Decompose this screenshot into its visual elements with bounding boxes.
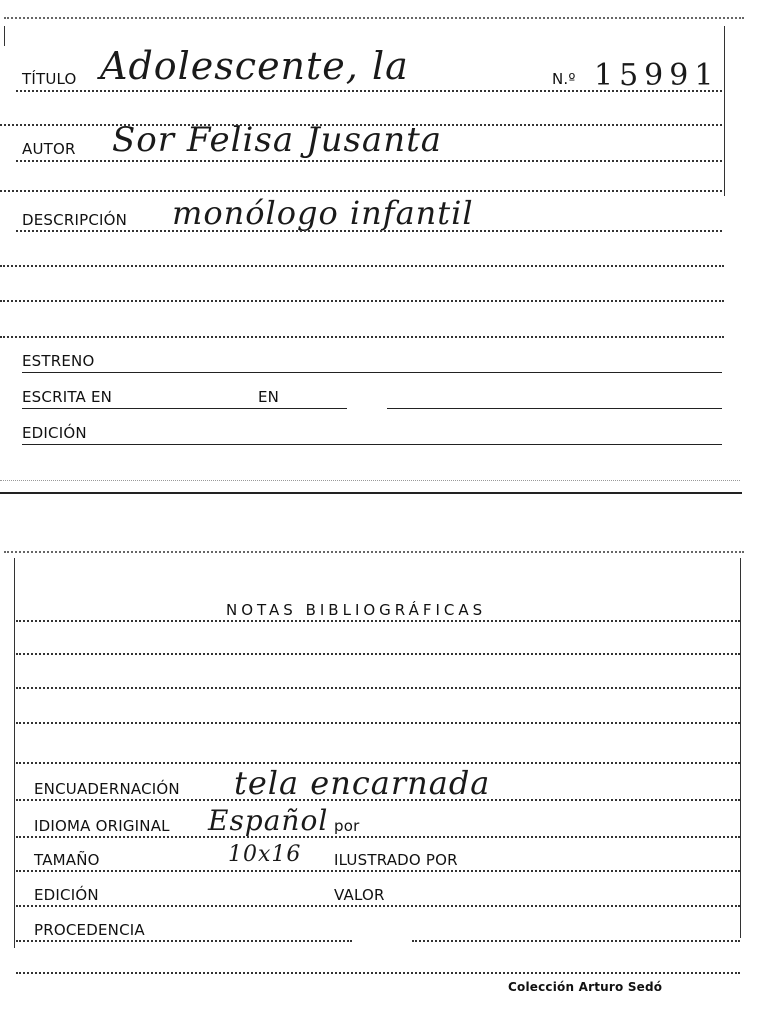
notas-line (16, 620, 740, 622)
encuadernacion-value: tela encarnada (234, 764, 491, 802)
blank-line (0, 265, 724, 267)
titulo-label: TÍTULO (22, 70, 77, 88)
numero-value: 15991 (594, 58, 720, 93)
en-line (387, 408, 722, 409)
edicion-line (22, 444, 722, 445)
idioma-label: IDIOMA ORIGINAL (34, 817, 170, 835)
autor-line (16, 160, 722, 162)
tamano-line (16, 870, 740, 872)
card-bottom-edge (0, 492, 742, 494)
blank-line (16, 653, 740, 655)
titulo-line (16, 90, 722, 92)
descripcion-value: monólogo infantil (172, 194, 474, 232)
encuadernacion-line (16, 799, 740, 801)
edicion-label: EDICIÓN (22, 424, 87, 442)
en-label: EN (258, 388, 280, 406)
card-right-edge (724, 26, 725, 196)
procedencia-line (16, 940, 352, 942)
descripcion-line (16, 230, 722, 232)
blank-line (0, 336, 724, 338)
edicion-line-bottom (16, 905, 740, 907)
idioma-value: Español (208, 804, 329, 837)
edicion-label-bottom: EDICIÓN (34, 886, 99, 904)
separator-line (0, 190, 722, 192)
tamano-label: TAMAÑO (34, 851, 100, 869)
estreno-label: ESTRENO (22, 352, 95, 370)
blank-line (0, 300, 724, 302)
encuadernacion-label: ENCUADERNACIÓN (34, 780, 180, 798)
card-edge-noise (4, 551, 744, 553)
por-label: por (334, 817, 360, 835)
procedencia-label: PROCEDENCIA (34, 921, 145, 939)
card-right-edge (740, 558, 741, 938)
numero-label: N.º (552, 70, 576, 88)
titulo-value: Adolescente, la (100, 44, 409, 88)
idioma-line (16, 836, 740, 838)
card-left-edge-mark (4, 26, 5, 46)
ilustrado-label: ILUSTRADO POR (334, 851, 458, 869)
card-left-edge (14, 558, 15, 948)
autor-label: AUTOR (22, 140, 76, 158)
descripcion-label: DESCRIPCIÓN (22, 211, 128, 229)
procedencia-line (412, 940, 740, 942)
blank-line (16, 722, 740, 724)
notas-heading: NOTAS BIBLIOGRÁFICAS (226, 601, 487, 619)
valor-label: VALOR (334, 886, 385, 904)
blank-line (16, 972, 740, 974)
card-edge-noise (0, 480, 740, 481)
escrita-en-label: ESCRITA EN (22, 388, 113, 406)
blank-line (16, 687, 740, 689)
tamano-value: 10x16 (228, 842, 302, 867)
footer-credit: Colección Arturo Sedó (508, 980, 663, 994)
escrita-en-line (22, 408, 347, 409)
autor-value: Sor Felisa Jusanta (112, 120, 443, 160)
estreno-line (22, 372, 722, 373)
card-edge-noise (4, 17, 744, 19)
